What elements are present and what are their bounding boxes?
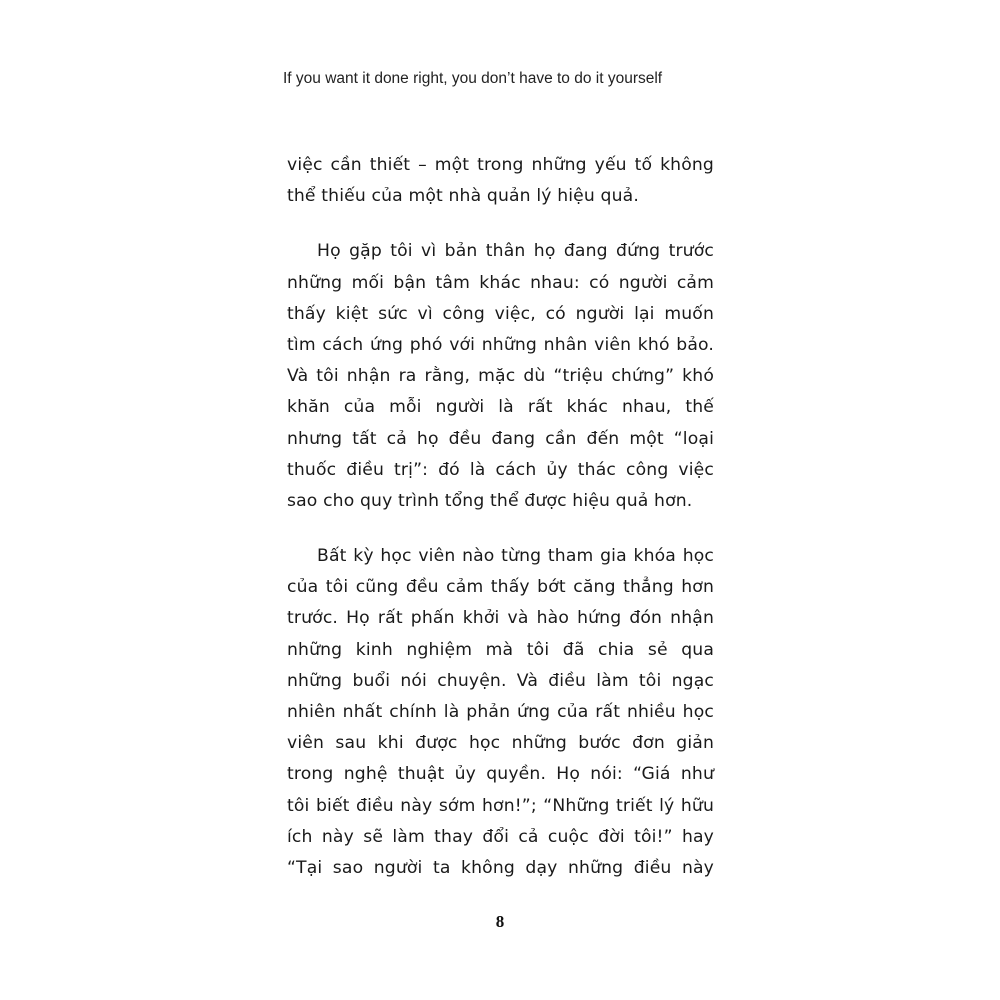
text-line: “Tại sao người ta không dạy những điều này [287, 857, 714, 878]
text-line: thuốc điều trị”: đó là cách ủy thác công việc [287, 459, 714, 480]
text-line: những kinh nghiệm mà tôi đã chia sẻ qua [287, 639, 714, 660]
text-line: tìm cách ứng phó với những nhân viên khó bảo. [287, 334, 714, 355]
paragraph [287, 150, 714, 212]
text-line: Bất kỳ học viên nào từng tham gia khóa học [317, 546, 714, 567]
body-text [287, 150, 714, 884]
text-line: những buổi nói chuyện. Và điều làm tôi ngạc [287, 670, 714, 691]
text-line: thể thiếu của một nhà quản lý hiệu quả. [287, 186, 639, 207]
page-number: 8 [495, 912, 505, 931]
text-line: tôi biết điều này sớm hơn!”; “Những triết lý hữu [287, 795, 714, 816]
text-line: Và tôi nhận ra rằng, mặc dù “triệu chứng” khó [287, 366, 714, 387]
text-line: Họ gặp tôi vì bản thân họ đang đứng trước [317, 241, 714, 262]
running-header: If you want it done right, you don’t have to do it yourself [283, 70, 663, 87]
paragraph [287, 541, 714, 884]
paragraph [287, 236, 714, 517]
text-line: viên sau khi được học những bước đơn giản [287, 733, 714, 754]
text-line: trong nghệ thuật ủy quyền. Họ nói: “Giá như [287, 764, 714, 785]
text-line: khăn của mỗi người là rất khác nhau, thế [287, 397, 714, 418]
text-line: thấy kiệt sức vì công việc, có người lại muốn [287, 303, 714, 324]
text-line: ích này sẽ làm thay đổi cả cuộc đời tôi!” hay [287, 826, 714, 847]
text-line: trước. Họ rất phấn khởi và hào hứng đón nhận [287, 608, 714, 629]
text-line: những mối bận tâm khác nhau: có người cảm [287, 272, 714, 293]
text-line: nhiên nhất chính là phản ứng của rất nhiều học [287, 702, 714, 722]
text-line: của tôi cũng đều cảm thấy bớt căng thẳng hơn [287, 577, 714, 598]
text-line: sao cho quy trình tổng thể được hiệu quả hơn. [287, 490, 693, 511]
text-line: việc cần thiết – một trong những yếu tố không [287, 155, 714, 175]
text-line: nhưng tất cả họ đều đang cần đến một “loại [287, 428, 714, 449]
